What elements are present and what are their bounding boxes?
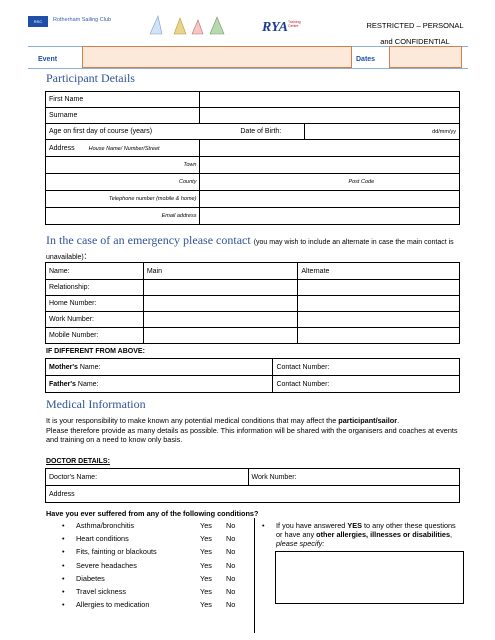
confidentiality-notice: RESTRICTED – PERSONAL and CONFIDENTIAL: [366, 21, 464, 46]
county-field[interactable]: Post Code: [200, 174, 460, 191]
town-label: Town: [46, 157, 200, 174]
home-number-label: Home Number:: [46, 296, 144, 312]
medical-heading: Medical Information: [46, 397, 146, 411]
mother-contact-field[interactable]: Contact Number:: [273, 359, 460, 376]
conditions-list: [62, 519, 235, 611]
column-divider: [254, 518, 255, 633]
doctor-address-field[interactable]: Address: [46, 486, 460, 503]
mobile-number-label: Mobile Number:: [46, 328, 144, 344]
main-mobile-field[interactable]: [143, 328, 298, 344]
dob-label: Date of Birth:: [240, 128, 282, 135]
condition-row[interactable]: • Heart conditions Yes No: [62, 534, 236, 544]
specify-instructions: • If you have answered YES to any other these questions or have any other allergies, illnesses or disabilities, please specify:: [262, 521, 456, 548]
name-label: Name:: [46, 263, 144, 280]
participant-details-heading: Participant Details: [46, 71, 135, 85]
dob-field[interactable]: dd/mm/yy: [305, 124, 460, 140]
father-name-field[interactable]: Father's Name:: [46, 376, 273, 393]
first-name-label: First Name: [46, 92, 200, 108]
main-work-field[interactable]: [143, 312, 298, 328]
club-name: Rotherham Sailing Club: [53, 17, 112, 23]
alt-work-field[interactable]: [298, 312, 460, 328]
age-label: Age on first day of course (years): [49, 128, 153, 135]
doctor-name-field[interactable]: Doctor's Name:: [46, 469, 249, 486]
specify-details-field[interactable]: [275, 551, 464, 604]
condition-row[interactable]: • Asthma/bronchitis Yes No: [62, 521, 236, 530]
email-field[interactable]: [200, 208, 460, 225]
dates-field[interactable]: [389, 46, 462, 68]
main-contact-column[interactable]: Main: [143, 263, 298, 280]
rya-training-centre: Training Centre: [288, 20, 301, 28]
divider: [28, 68, 468, 69]
participant-table: [45, 91, 460, 225]
alt-home-field[interactable]: [298, 296, 460, 312]
dates-label: Dates: [356, 56, 376, 63]
event-label: Event: [38, 56, 58, 63]
email-label: Email address: [46, 208, 200, 225]
alternate-contact-column[interactable]: Alternate: [298, 263, 460, 280]
work-number-label: Work Number:: [46, 312, 144, 328]
conditions-heading: Have you ever suffered from any of the following conditions?: [46, 509, 259, 518]
emergency-heading: In the case of an emergency please contact (you may wish to include an alternate in case the main contact is unavailable):: [46, 233, 454, 262]
condition-row[interactable]: • Diabetes Yes No: [62, 573, 236, 583]
alt-relationship-field[interactable]: [298, 280, 460, 296]
relationship-label: Relationship:: [46, 280, 144, 296]
rya-logo: RYA: [262, 20, 288, 35]
club-logo-badge: RSC: [28, 16, 48, 27]
main-home-field[interactable]: [143, 296, 298, 312]
town-field[interactable]: [200, 157, 460, 174]
father-contact-field[interactable]: Contact Number:: [273, 376, 460, 393]
doctor-work-number-field[interactable]: Work Number:: [248, 469, 460, 486]
sail-boats-icon: [140, 14, 230, 36]
parents-table: [45, 358, 460, 393]
medical-paragraph: It is your responsibility to make known any potential medical conditions that may affect the participant/sailor. Please therefore provide as many details as possible. This information will be shared with the organisers and coaches at events and training on a need to know only basis.: [46, 416, 458, 444]
house-row[interactable]: Address House Name/ Number/Street: [46, 140, 200, 157]
condition-row[interactable]: • Fits, fainting or blackouts Yes No: [62, 547, 236, 557]
condition-row[interactable]: • Severe headaches Yes No: [62, 560, 236, 570]
main-relationship-field[interactable]: [143, 280, 298, 296]
mother-name-field[interactable]: Mother's Name:: [46, 359, 273, 376]
alt-mobile-field[interactable]: [298, 328, 460, 344]
age-row[interactable]: [46, 124, 305, 140]
first-name-field[interactable]: [200, 92, 460, 108]
doctor-table: [45, 468, 460, 503]
condition-row[interactable]: • Travel sickness Yes No: [62, 587, 236, 597]
county-label: County: [46, 174, 200, 191]
condition-row[interactable]: • Allergies to medication Yes No: [62, 600, 236, 610]
house-field[interactable]: [200, 140, 460, 157]
telephone-field[interactable]: [200, 191, 460, 208]
emergency-table: [45, 262, 460, 344]
surname-field[interactable]: [200, 108, 460, 124]
doctor-details-heading: DOCTOR DETAILS:: [46, 458, 110, 465]
if-different-heading: IF DIFFERENT FROM ABOVE:: [46, 348, 145, 355]
telephone-label: Telephone number (mobile & home): [46, 191, 200, 208]
event-field[interactable]: [82, 46, 352, 68]
surname-label: Surname: [46, 108, 200, 124]
